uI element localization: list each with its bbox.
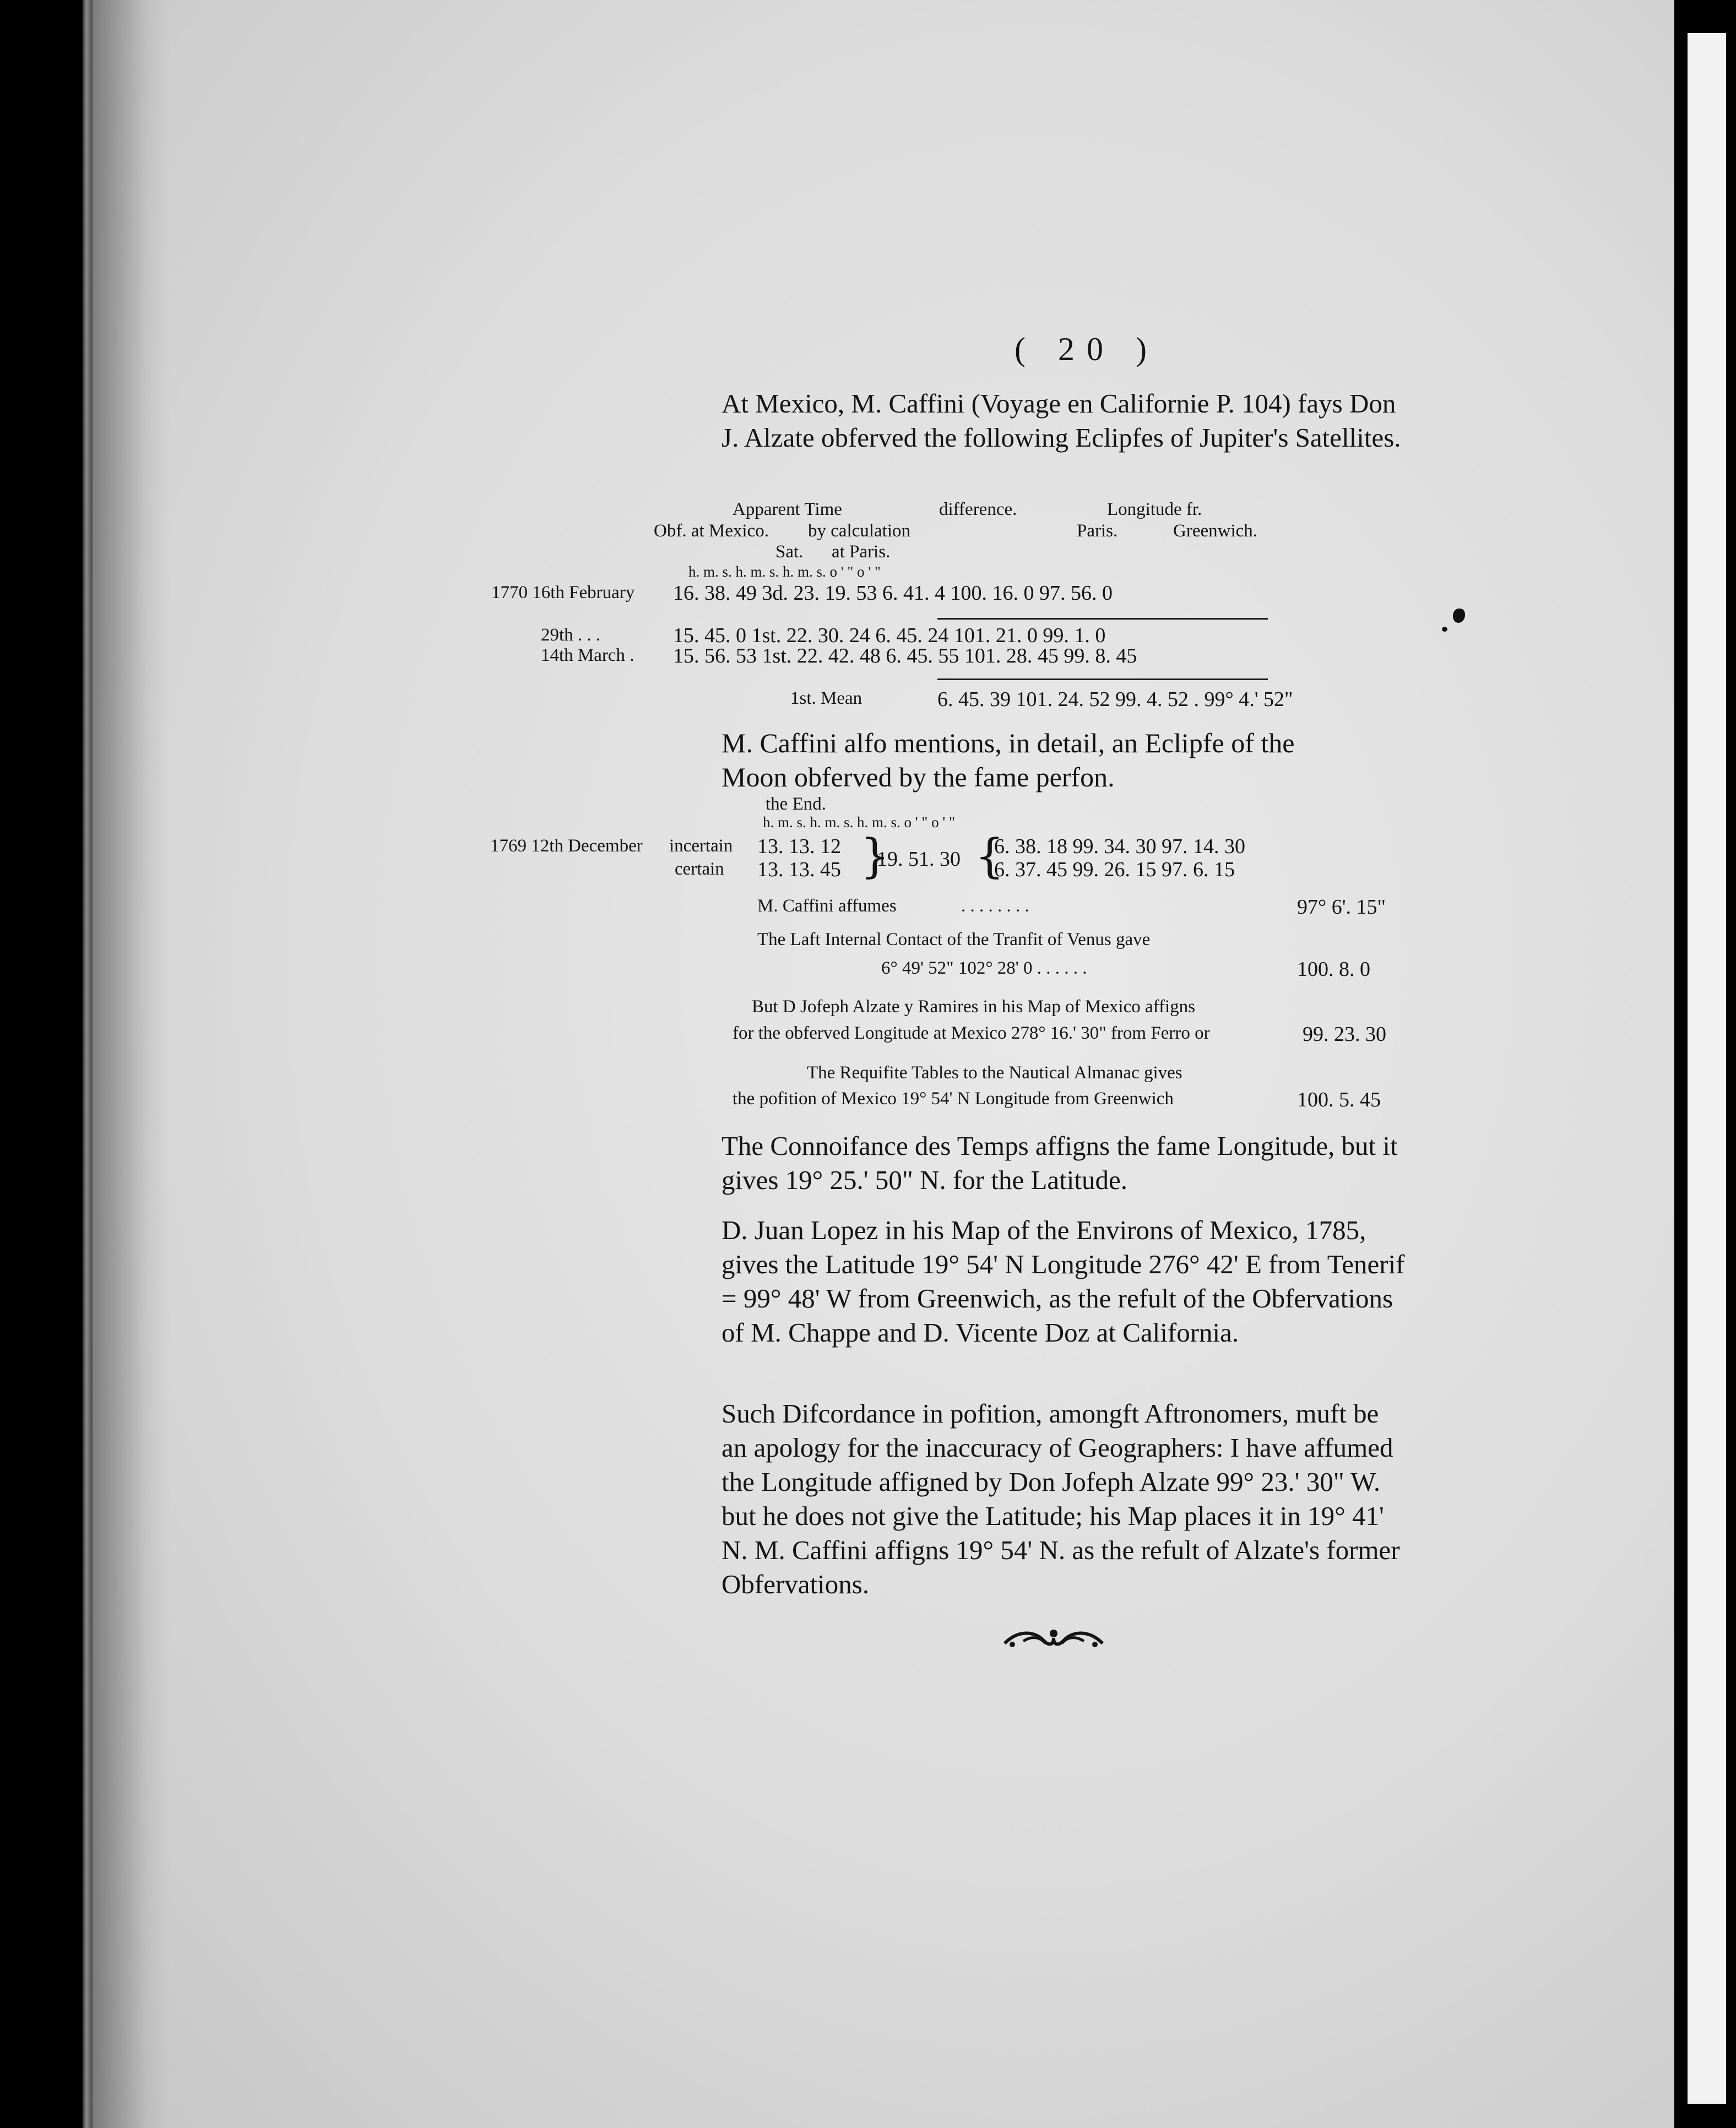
table2-r1-tail: 6. 38. 18 99. 34. 30 97. 14. 30 [994,835,1245,858]
table2-middle: 19. 51. 30 [877,848,961,871]
connoisance-paragraph: The Connoifance des Temps affigns the fame Longitude, but it gives 19° 25.' 50" N. for the Latitude. [721,1131,1398,1195]
table1-head-apparent-time: Apparent Time [733,500,842,519]
table2-incertain: incertain [669,836,733,856]
alzate-map-result: 99. 23. 30 [1303,1023,1386,1046]
table1-mean-label: 1st. Mean [790,688,862,708]
requisite-tables-line1: The Requifite Tables to the Nautical Almanac gives [807,1063,1182,1083]
requisite-tables-result: 100. 5. 45 [1297,1088,1381,1111]
scan-edge [83,0,93,2128]
lopez-paragraph: D. Juan Lopez in his Map of the Environs of Mexico, 1785, gives the Latitude 19° 54' N Longitude 276° 42' E from Tenerif = 99° 48' W from Greenwich, as the refult of the Obfervations of M. Chappe and D. Vicente Doz at California. [721,1215,1405,1348]
table1-head-obs-mexico: Obf. at Mexico. [654,521,769,541]
ink-blot [1442,627,1447,632]
table1-rule [937,678,1268,680]
table2-the-end: the End. [766,794,826,814]
venus-transit-result: 100. 8. 0 [1297,958,1370,981]
cassini-assumes-value: 97° 6'. 15" [1297,895,1386,919]
table2-r2-tail: 6. 37. 45 99. 26. 15 97. 6. 15 [994,858,1235,881]
table1-mean-values: 6. 45. 39 101. 24. 52 99. 4. 52 . 99° 4.' 52" [937,688,1293,711]
venus-transit-line: The Laft Internal Contact of the Tranfit of Venus gave [757,930,1151,949]
facing-page-edge [1688,33,1726,2104]
binding-shadow [93,0,170,2128]
table1-row2-values: 15. 45. 0 1st. 22. 30. 24 6. 45. 24 101. 21. 0 99. 1. 0 [673,624,1106,647]
table2-row1: 13. 13. 12 [757,835,841,858]
table1-head-sat: Sat. [775,542,804,562]
cassini-mentions-paragraph: M. Caffini alfo mentions, in detail, an Eclipfe of the Moon obferved by the fame perfon. [721,728,1295,792]
table1-row3-date: 14th March . [541,645,634,665]
table2-units-row: h. m. s. h. m. s. h. m. s. o ' " o ' " [763,814,956,830]
table1-head-greenwich: Greenwich. [1173,521,1258,541]
table2-opening-brace: { [975,829,1005,883]
discordance-paragraph: Such Difcordance in pofition, amongft Aftronomers, muft be an apology for the inaccuracy of Geographers: I have affumed the Longitude affigned by Don Jofeph Alzate 99° 23.' 30" W. but he does not give the Latitude; his Map places it in 19° 41' N. M. Caffini affigns 19° 54' N. as the refult of Alzate's former Obfervations. [721,1398,1400,1599]
leader-dots: . . . . . . . . [961,896,1029,916]
cassini-assumes-label: M. Caffini affumes [757,896,897,916]
table1-units-row: h. m. s. h. m. s. h. m. s. o ' " o ' " [688,563,881,580]
table1-rule [937,618,1268,620]
table1-head-difference: difference. [939,500,1017,519]
table1-row3-values: 15. 56. 53 1st. 22. 42. 48 6. 45. 55 101. 28. 45 99. 8. 45 [673,644,1137,667]
tailpiece-ornament-icon [1001,1625,1106,1651]
table1-row2-date: 29th . . . [541,625,601,645]
table1-head-at-paris: at Paris. [832,542,891,562]
page-number: ( 20 ) [1015,331,1159,367]
table1-row1-values: 16. 38. 49 3d. 23. 19. 53 6. 41. 4 100. 16. 0 97. 56. 0 [673,582,1113,605]
table1-head-by-calculation: by calculation [808,521,911,541]
table2-row2: 13. 13. 45 [757,858,841,881]
venus-transit-values: 6° 49' 52" 102° 28' 0 . . . . . . [881,958,1087,978]
table1-head-paris: Paris. [1077,521,1118,541]
table2-date: 1769 12th December [490,836,643,856]
intro-paragraph: At Mexico, M. Caffini (Voyage en Californie P. 104) fays Don J. Alzate obferved the following Eclipfes of Jupiter's Satellites. [721,388,1401,453]
table1-head-longitude: Longitude fr. [1107,500,1202,519]
requisite-tables-line2: the pofition of Mexico 19° 54' N Longitude from Greenwich [733,1089,1174,1109]
table1-row1-date: 1770 16th February [491,583,635,602]
alzate-map-line2: for the obferved Longitude at Mexico 278° 16.' 30" from Ferro or [733,1023,1210,1043]
table2-certain: certain [675,859,724,879]
table2-closing-brace: } [860,829,890,883]
alzate-map-line1: But D Jofeph Alzate y Ramires in his Map of Mexico affigns [752,997,1196,1017]
